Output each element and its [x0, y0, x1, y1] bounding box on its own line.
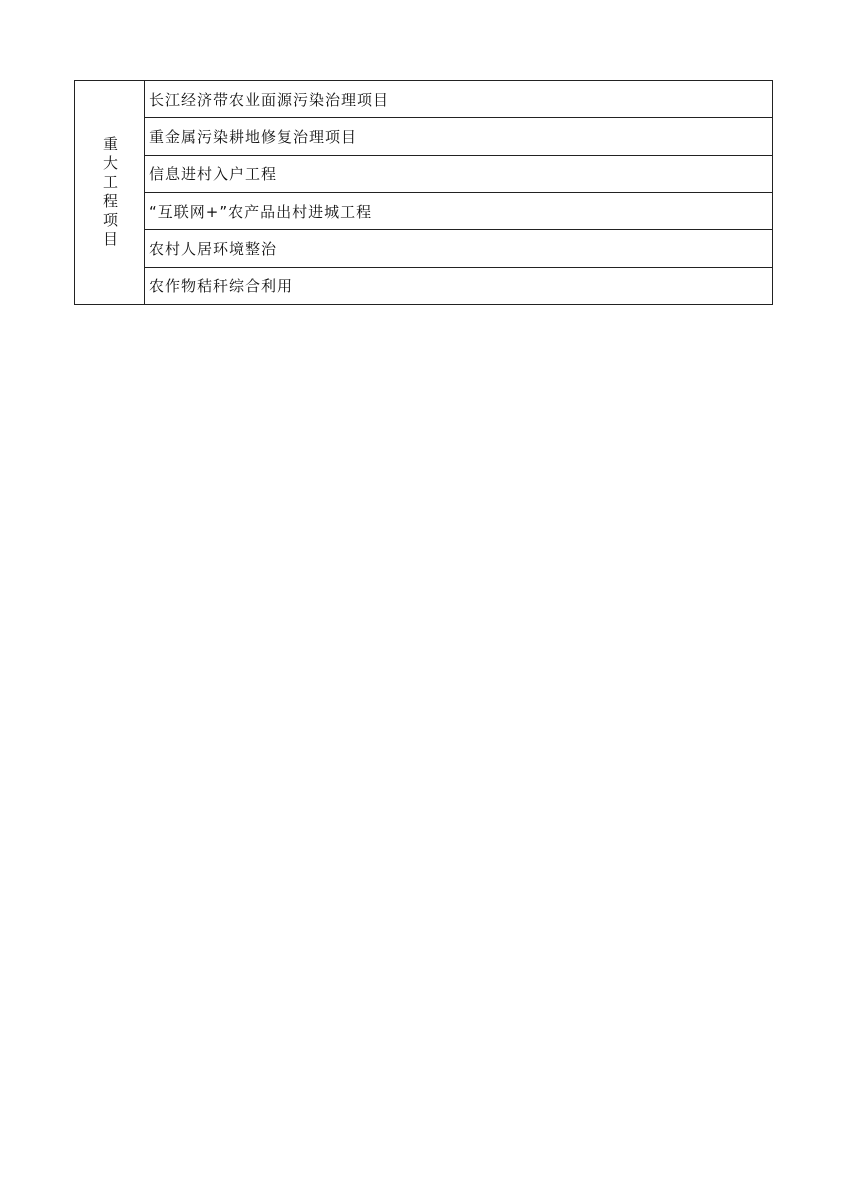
table-row: 农作物秸秆综合利用	[149, 277, 294, 296]
table-row: 信息进村入户工程	[145, 156, 772, 193]
table-row: “互联网+”农产品出村进城工程	[145, 193, 772, 230]
items-column	[145, 81, 772, 304]
table-row: 农村人居环境整治	[145, 230, 772, 267]
table-row: 重金属污染耕地修复治理项目	[145, 118, 772, 155]
category-label: 重大工程项目	[101, 135, 119, 250]
category-cell	[75, 81, 145, 304]
table-row: 长江经济带农业面源污染治理项目	[145, 81, 772, 118]
projects-table	[74, 80, 773, 305]
